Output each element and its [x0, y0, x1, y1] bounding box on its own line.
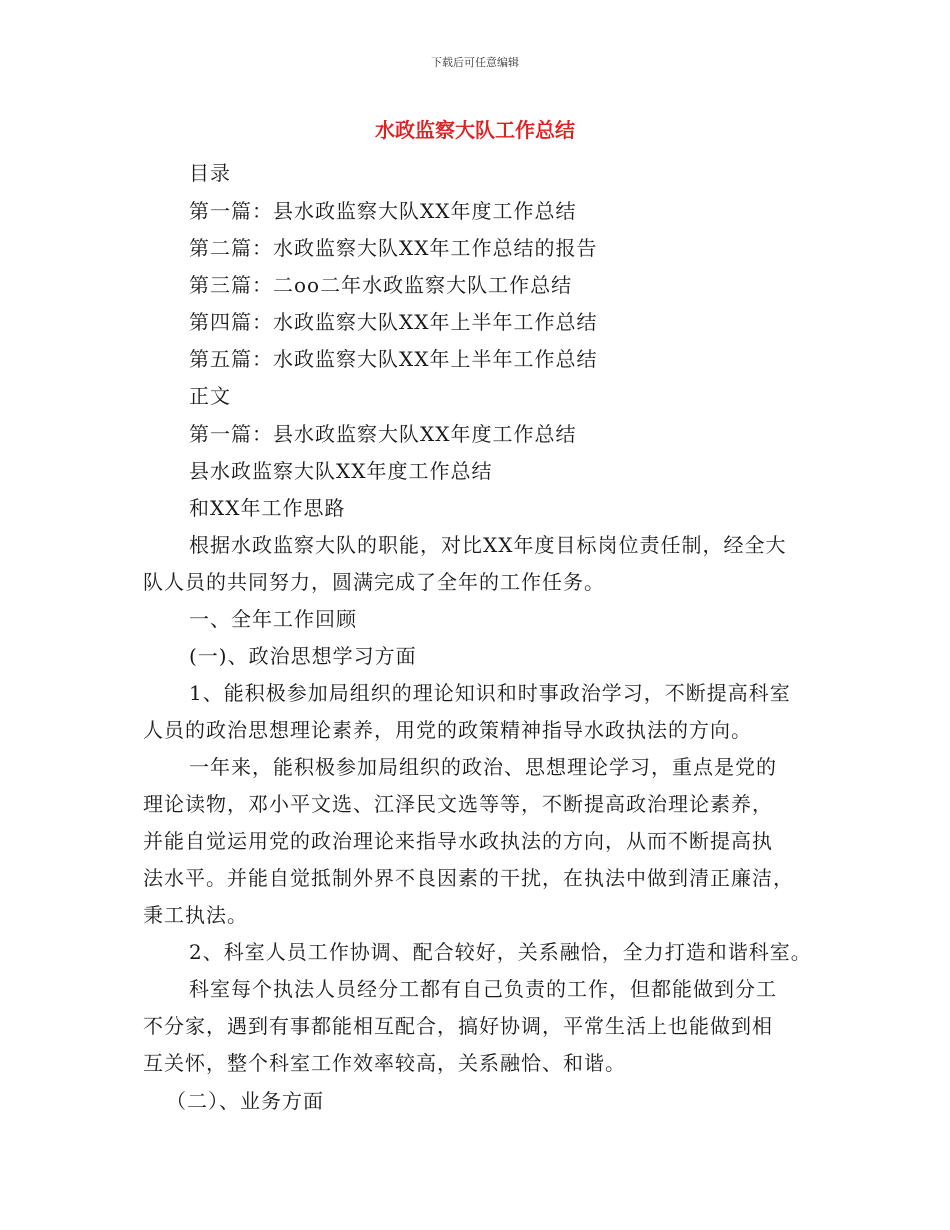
subtitle-line: 和XX年工作思路 [189, 496, 346, 520]
body-heading: 正文 [189, 384, 231, 408]
section-heading: 一、全年工作回顾 [189, 607, 357, 631]
paragraph-line: 科室每个执法人员经分工都有自己负责的工作，但都能做到分工 [189, 977, 777, 1001]
paragraph-line: 秉工执法。 [143, 903, 248, 927]
paragraph-line: 2、科室人员工作协调、配合较好，关系融恰，全力打造和谐科室。 [189, 940, 812, 964]
subsection-heading: （二）、业务方面 [166, 1089, 324, 1113]
toc-item: 第五篇：水政监察大队XX年上半年工作总结 [189, 347, 598, 371]
subsection-heading: (一)、政治思想学习方面 [189, 644, 417, 668]
paragraph-line: 理论读物，邓小平文选、江泽民文选等等，不断提高政治理论素养， [143, 792, 773, 816]
paragraph-line: 队人员的共同努力，圆满完成了全年的工作任务。 [143, 570, 605, 594]
header-note: 下载后可任意编辑 [431, 56, 519, 69]
toc-item: 第四篇：水政监察大队XX年上半年工作总结 [189, 310, 598, 334]
paragraph-line: 人员的政治思想理论素养，用党的政策精神指导水政执法的方向。 [143, 718, 752, 742]
toc-heading: 目录 [189, 161, 231, 185]
paragraph-line: 1、能积极参加局组织的理论知识和时事政治学习，不断提高科室 [189, 681, 791, 705]
toc-item: 第三篇：二oo二年水政监察大队工作总结 [189, 273, 573, 297]
document-title: 水政监察大队工作总结 [375, 118, 575, 142]
toc-item: 第一篇：县水政监察大队XX年度工作总结 [189, 199, 577, 223]
paragraph-line: 互关怀，整个科室工作效率较高，关系融恰、和谐。 [143, 1051, 626, 1075]
paragraph-line: 根据水政监察大队的职能，对比XX年度目标岗位责任制，经全大 [189, 533, 787, 557]
toc-item: 第二篇：水政监察大队XX年工作总结的报告 [189, 236, 598, 260]
subtitle-line: 县水政监察大队XX年度工作总结 [189, 459, 493, 483]
paragraph-line: 不分家，遇到有事都能相互配合，搞好协调，平常生活上也能做到相 [143, 1014, 773, 1038]
paragraph-line: 法水平。并能自觉抵制外界不良因素的干扰，在执法中做到清正廉洁， [143, 866, 794, 890]
chapter-title: 第一篇：县水政监察大队XX年度工作总结 [189, 422, 577, 446]
paragraph-line: 并能自觉运用党的政治理论来指导水政执法的方向，从而不断提高执 [143, 829, 773, 853]
paragraph-line: 一年来，能积极参加局组织的政治、思想理论学习，重点是党的 [189, 755, 777, 779]
